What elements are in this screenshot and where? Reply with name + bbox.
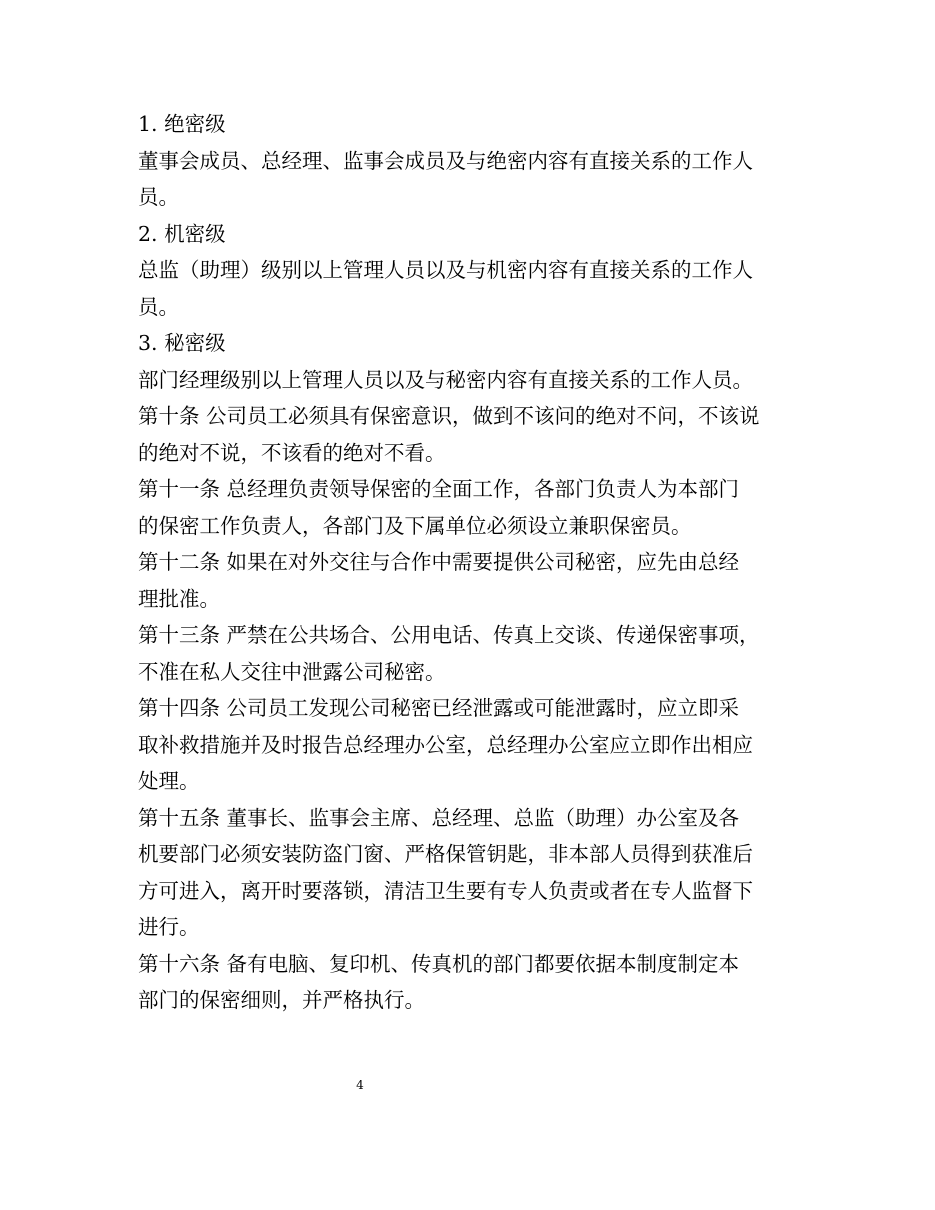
article-10-line: 第十条 公司员工必须具有保密意识，做到不该问的绝对不问，不该说 [138,404,760,428]
heading-top-secret: 1. 绝密级 [138,112,226,136]
article-15-line: 第十五条 董事长、监事会主席、总经理、总监（助理）办公室及各 [138,805,740,830]
article-10-line: 的绝对不说，不该看的绝对不看。 [138,440,446,465]
article-13-line: 不准在私人交往中泄露公司秘密。 [138,659,446,684]
article-12-line: 第十二条 如果在对外交往与合作中需要提供公司秘密，应先由总经 [138,550,740,574]
article-14-line: 取补救措施并及时报告总经理办公室，总经理办公室应立即作出相应 [138,732,753,757]
paragraph-line: 员。 [138,185,179,209]
page-number: 4 [356,1078,364,1092]
paragraph-line: 董事会成员、总经理、监事会成员及与绝密内容有直接关系的工作人 [138,148,753,173]
article-15-line: 机要部门必须安装防盗门窗、严格保管钥匙，非本部人员得到获准后 [138,842,753,866]
article-16-line: 第十六条 备有电脑、复印机、传真机的部门都要依据本制度制定本 [138,951,740,976]
article-11-line: 的保密工作负责人，各部门及下属单位必须设立兼职保密员。 [138,513,692,538]
paragraph-line: 部门经理级别以上管理人员以及与秘密内容有直接关系的工作人员。 [138,367,753,392]
article-15-line: 进行。 [138,915,200,939]
paragraph-line: 员。 [138,294,179,319]
heading-secret: 3. 秘密级 [138,331,226,355]
document-body [138,106,794,1019]
article-13-line: 第十三条 严禁在公共场合、公用电话、传真上交谈、传递保密事项， [138,623,760,647]
article-14-line: 第十四条 公司员工发现公司秘密已经泄露或可能泄露时，应立即采 [138,696,740,720]
paragraph-line: 总监（助理）级别以上管理人员以及与机密内容有直接关系的工作人 [138,258,753,282]
article-16-line: 部门的保密细则，并严格执行。 [138,988,425,1012]
heading-confidential: 2. 机密级 [138,221,226,246]
article-14-line: 处理。 [138,769,200,793]
article-15-line: 方可进入，离开时要落锁，清洁卫生要有专人负责或者在专人监督下 [138,878,753,903]
article-11-line: 第十一条 总经理负责领导保密的全面工作，各部门负责人为本部门 [138,477,740,501]
article-12-line: 理批准。 [138,586,220,611]
